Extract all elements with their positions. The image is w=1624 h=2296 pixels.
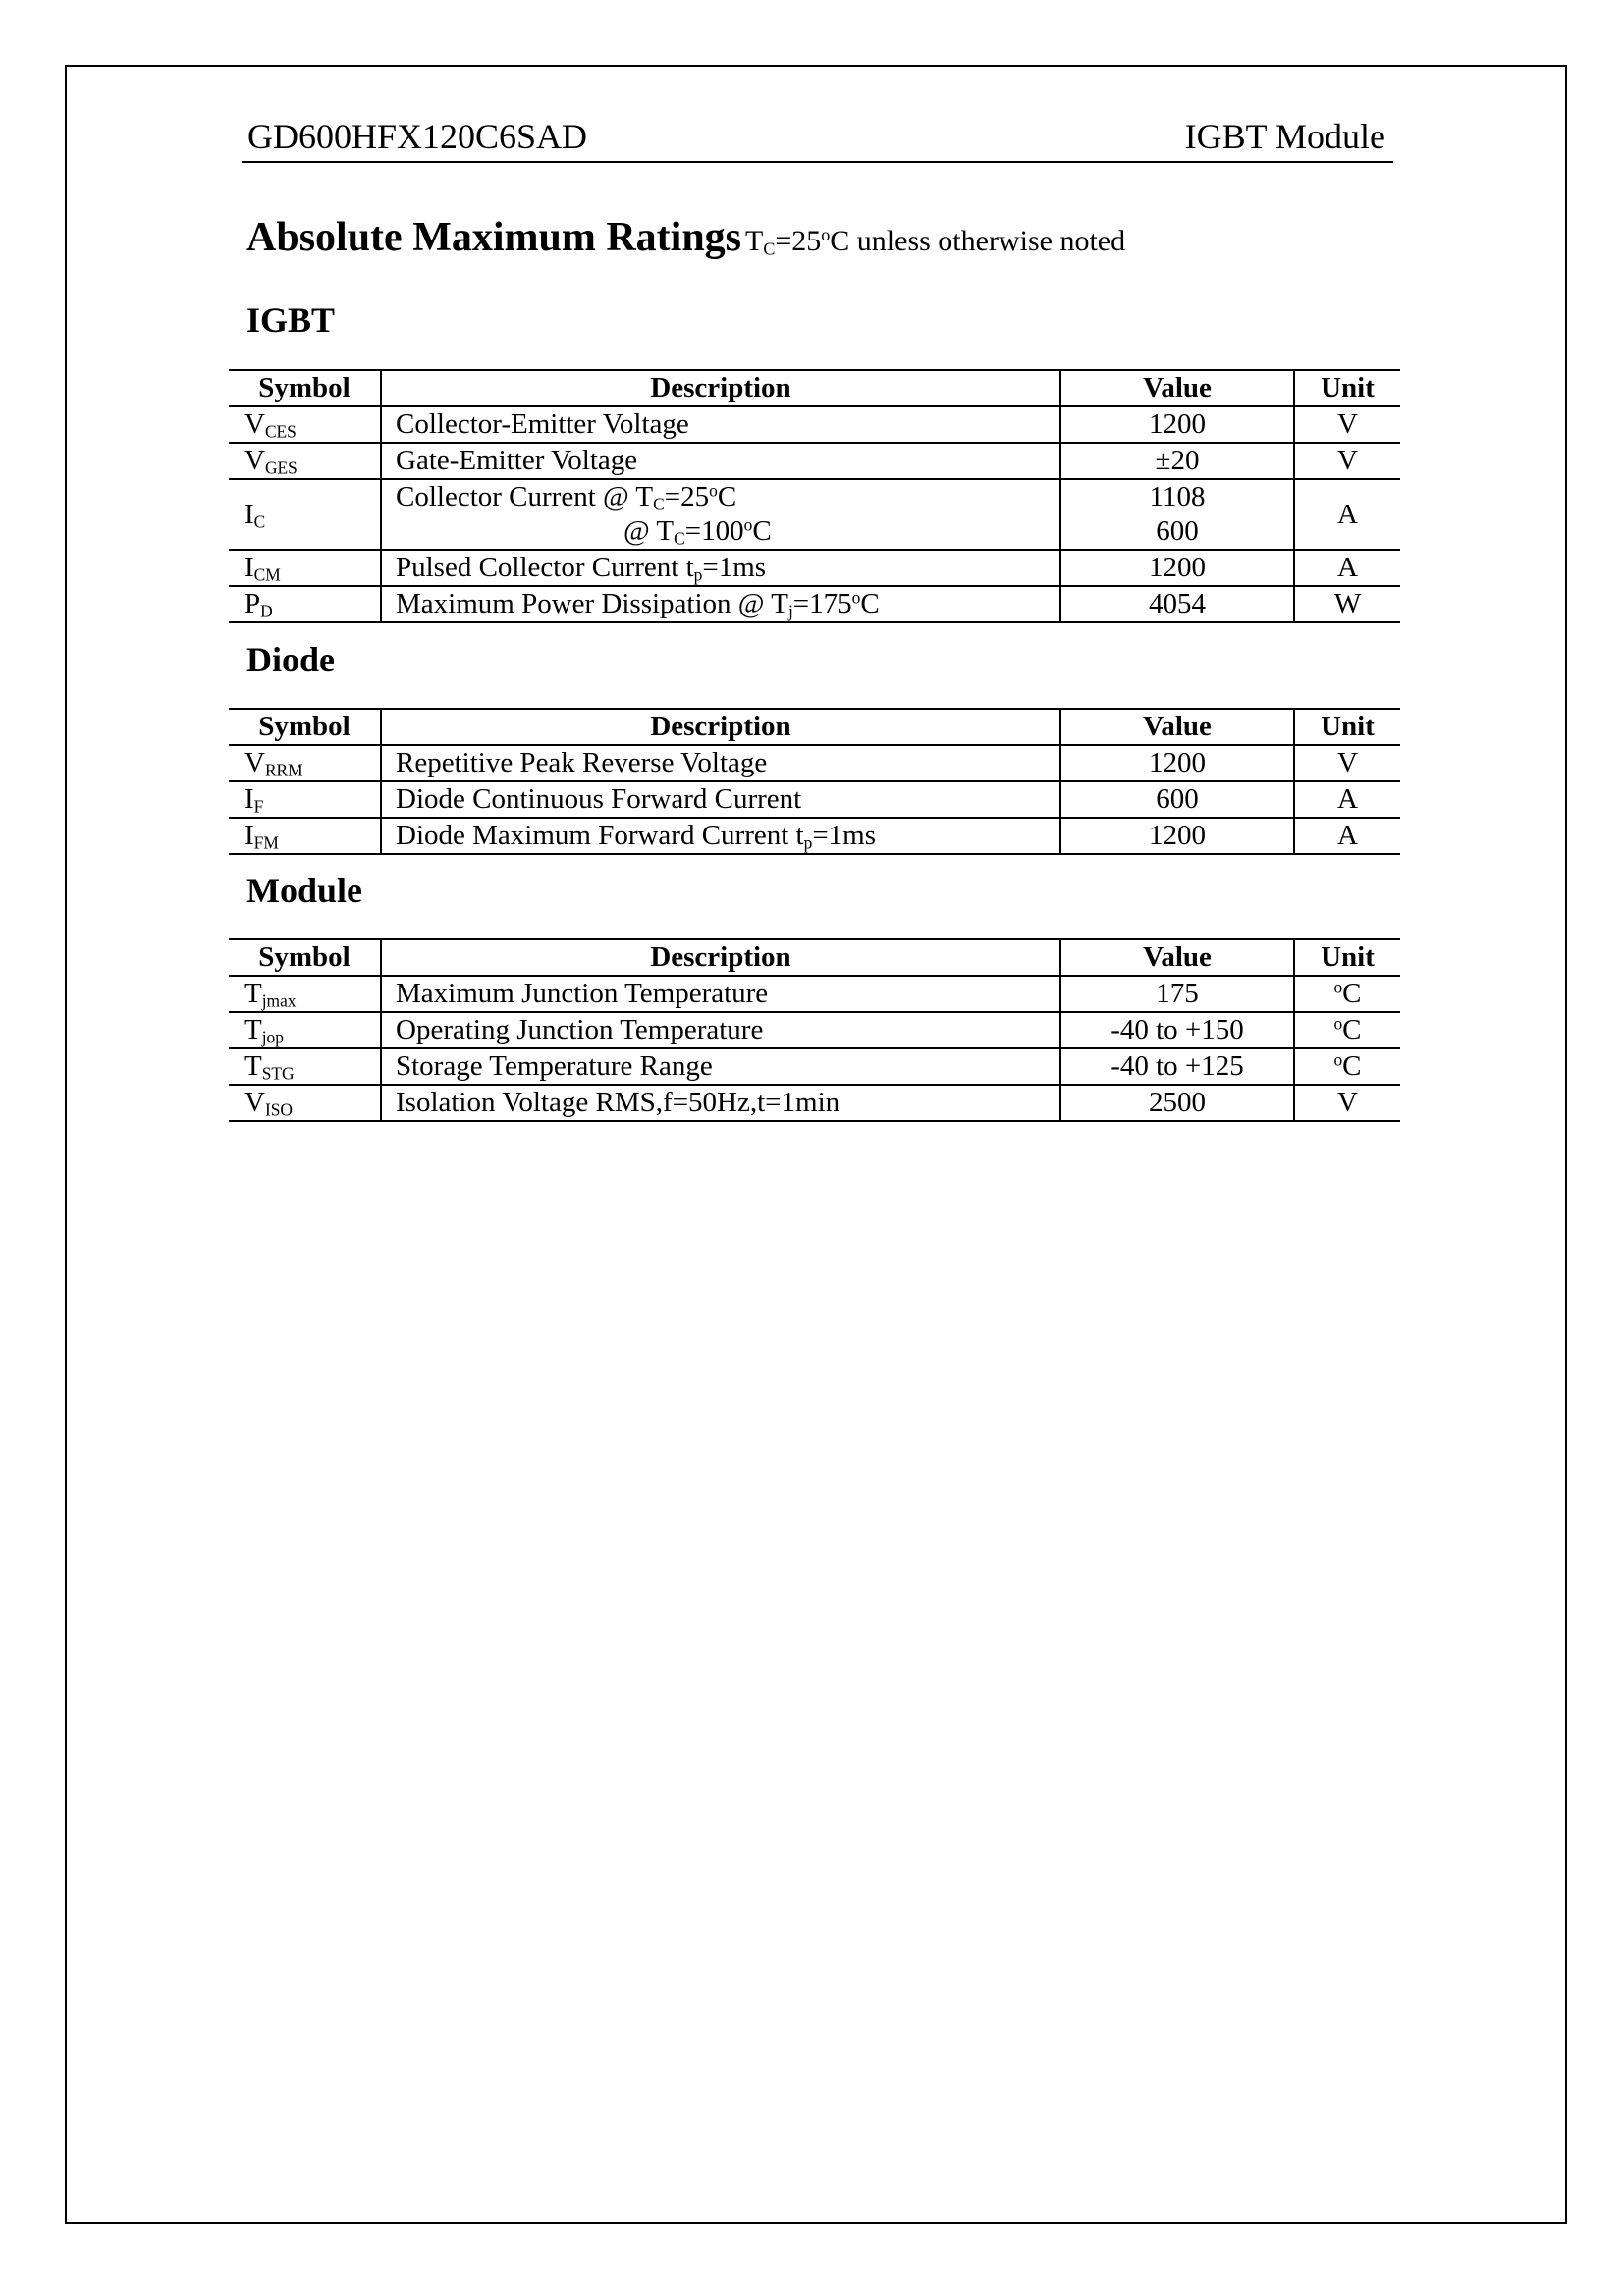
- header-value: Value: [1060, 709, 1294, 745]
- model-number: GD600HFX120C6SAD: [247, 117, 588, 156]
- unit-cell: A: [1294, 781, 1400, 818]
- value-cell: -40 to +125: [1060, 1048, 1294, 1085]
- symbol-cell: $P_D$: [229, 586, 381, 622]
- description-cell: Repetitive Peak Reverse Voltage: [381, 745, 1060, 781]
- description-cell: Storage Temperature Range: [381, 1048, 1060, 1085]
- table-header-row: [229, 370, 1400, 406]
- table-row: [229, 586, 1400, 622]
- value-cell: 1200: [1060, 745, 1294, 781]
- description-cell: Gate-Emitter Voltage: [381, 443, 1060, 479]
- table-row: [229, 443, 1400, 479]
- table-row: [229, 745, 1400, 781]
- value-cell: 600: [1060, 781, 1294, 818]
- symbol-cell: $V_{GES}$: [229, 443, 381, 479]
- header-value: Value: [1060, 370, 1294, 406]
- header-description: Description: [381, 709, 1060, 745]
- igbt-ratings-table: [229, 369, 1400, 623]
- value-100c: 600: [1156, 515, 1199, 547]
- table-header-row: [229, 709, 1400, 745]
- symbol-cell: $T_{STG}$: [229, 1048, 381, 1085]
- unit-cell: V: [1294, 443, 1400, 479]
- section-title-diode: Diode: [246, 640, 335, 679]
- value-cell: 4054: [1060, 586, 1294, 622]
- description-cell: Operating Junction Temperature: [381, 1012, 1060, 1048]
- module-ratings-table: [229, 938, 1400, 1122]
- unit-cell: $^o$C: [1294, 976, 1400, 1012]
- value-cell: 2500: [1060, 1085, 1294, 1121]
- value-cell: [1060, 479, 1294, 550]
- description-cell: Diode Maximum Forward Current $t_p=1ms$: [381, 818, 1060, 854]
- header-value: Value: [1060, 939, 1294, 976]
- description-line-25c: Collector Current @ $T_C=25^oC$: [396, 480, 737, 514]
- unit-cell: A: [1294, 550, 1400, 586]
- page-title: Absolute Maximum Ratings: [246, 215, 742, 260]
- unit-cell: V: [1294, 406, 1400, 443]
- table-row: [229, 550, 1400, 586]
- symbol-cell: $I_{FM}$: [229, 818, 381, 854]
- header-unit: Unit: [1294, 370, 1400, 406]
- title-condition-note: $T_C=25^oC$ unless otherwise noted: [745, 225, 1126, 259]
- description-cell: Maximum Power Dissipation @ $T_j=175^oC$: [381, 586, 1060, 622]
- header-description: Description: [381, 939, 1060, 976]
- header-unit: Unit: [1294, 939, 1400, 976]
- unit-cell: V: [1294, 745, 1400, 781]
- table-row: [229, 818, 1400, 854]
- unit-cell: A: [1294, 479, 1400, 550]
- symbol-cell: $I_C$: [229, 479, 381, 550]
- symbol-cell: $V_{RRM}$: [229, 745, 381, 781]
- section-title-module: Module: [246, 871, 363, 910]
- table-row: [229, 781, 1400, 818]
- header-symbol: Symbol: [229, 939, 381, 976]
- table-row: [229, 1085, 1400, 1121]
- diode-ratings-table: [229, 708, 1400, 855]
- header-symbol: Symbol: [229, 709, 381, 745]
- symbol-cell: $V_{CES}$: [229, 406, 381, 443]
- unit-cell: W: [1294, 586, 1400, 622]
- table-header-row: [229, 939, 1400, 976]
- table-row: [229, 479, 1400, 550]
- symbol-cell: $T_{jmax}$: [229, 976, 381, 1012]
- value-cell: -40 to +150: [1060, 1012, 1294, 1048]
- table-row: [229, 406, 1400, 443]
- header-description: Description: [381, 370, 1060, 406]
- symbol-cell: $T_{jop}$: [229, 1012, 381, 1048]
- unit-cell: $^o$C: [1294, 1048, 1400, 1085]
- value-cell: 1200: [1060, 818, 1294, 854]
- value-cell: 175: [1060, 976, 1294, 1012]
- symbol-cell: $I_F$: [229, 781, 381, 818]
- section-title-igbt: IGBT: [246, 300, 336, 340]
- symbol-cell: $V_{ISO}$: [229, 1085, 381, 1121]
- value-cell: ±20: [1060, 443, 1294, 479]
- header-symbol: Symbol: [229, 370, 381, 406]
- ratings-title-line: [246, 214, 1125, 261]
- product-type: IGBT Module: [1184, 117, 1385, 156]
- description-line-100c: @ $T_C=100^oC$: [623, 514, 772, 549]
- value-cell: 1200: [1060, 550, 1294, 586]
- description-cell: Diode Continuous Forward Current: [381, 781, 1060, 818]
- page-header: [242, 116, 1393, 163]
- description-cell: Collector-Emitter Voltage: [381, 406, 1060, 443]
- unit-cell: A: [1294, 818, 1400, 854]
- table-row: [229, 1048, 1400, 1085]
- description-cell: Pulsed Collector Current $t_p=1ms$: [381, 550, 1060, 586]
- table-row: [229, 1012, 1400, 1048]
- value-cell: 1200: [1060, 406, 1294, 443]
- header-unit: Unit: [1294, 709, 1400, 745]
- symbol-cell: $I_{CM}$: [229, 550, 381, 586]
- description-cell: Maximum Junction Temperature: [381, 976, 1060, 1012]
- unit-cell: $^o$C: [1294, 1012, 1400, 1048]
- table-row: [229, 976, 1400, 1012]
- value-25c: 1108: [1149, 481, 1206, 512]
- description-cell: [381, 479, 1060, 550]
- unit-cell: V: [1294, 1085, 1400, 1121]
- description-cell: Isolation Voltage RMS,f=50Hz,t=1min: [381, 1085, 1060, 1121]
